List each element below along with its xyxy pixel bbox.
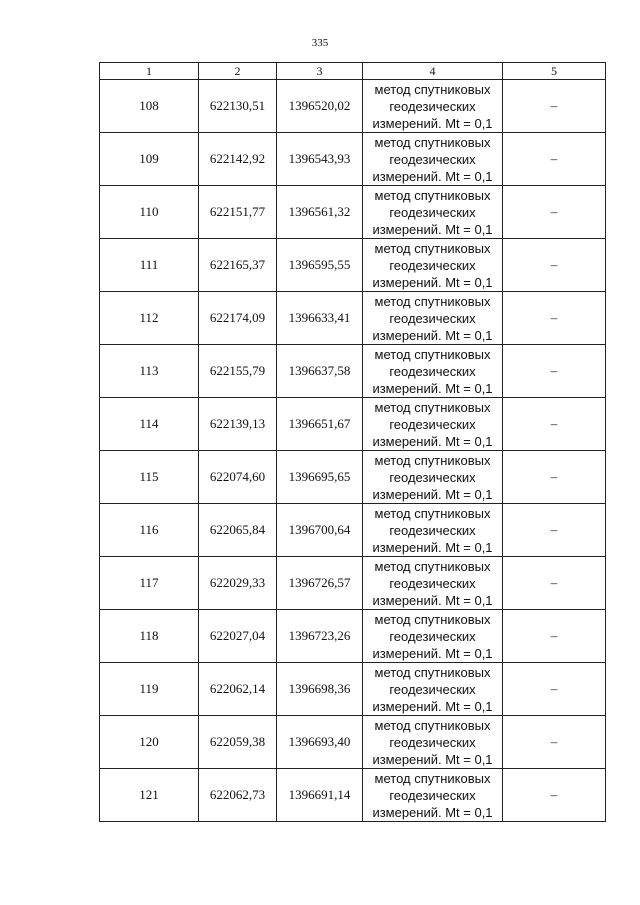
y-coordinate-cell: 1396543,93: [277, 133, 363, 186]
note-cell: –: [503, 239, 606, 292]
method-line: метод спутниковых: [374, 81, 491, 97]
table-row: [100, 80, 606, 133]
y-coordinate-cell: 1396693,40: [277, 716, 363, 769]
method-line: метод спутниковых: [374, 293, 491, 309]
point-number-cell: 117: [100, 557, 199, 610]
table-row: [100, 292, 606, 345]
point-number-cell: 110: [100, 186, 199, 239]
method-line: измерений. Mt = 0,1: [372, 486, 493, 502]
x-coordinate-cell: 622130,51: [199, 80, 277, 133]
point-number-cell: 121: [100, 769, 199, 822]
note-cell: –: [503, 186, 606, 239]
method-line: метод спутниковых: [374, 664, 491, 680]
method-line: измерений. Mt = 0,1: [372, 592, 493, 608]
point-number-cell: 118: [100, 610, 199, 663]
point-number-cell: 113: [100, 345, 199, 398]
y-coordinate-cell: 1396695,65: [277, 451, 363, 504]
method-line: измерений. Mt = 0,1: [372, 168, 493, 184]
table-row: [100, 451, 606, 504]
y-coordinate-cell: 1396726,57: [277, 557, 363, 610]
coordinates-table: [99, 62, 606, 822]
table-row: [100, 133, 606, 186]
x-coordinate-cell: 622174,09: [199, 292, 277, 345]
x-coordinate-cell: 622139,13: [199, 398, 277, 451]
table-header: [100, 63, 606, 80]
header-col-2: 2: [199, 63, 277, 80]
method-line: геодезических: [389, 98, 476, 114]
x-coordinate-cell: 622074,60: [199, 451, 277, 504]
method-line: геодезических: [389, 628, 476, 644]
table-row: [100, 345, 606, 398]
method-line: геодезических: [389, 416, 476, 432]
point-number-cell: 120: [100, 716, 199, 769]
x-coordinate-cell: 622062,73: [199, 769, 277, 822]
method-line: метод спутниковых: [374, 452, 491, 468]
method-cell: [363, 610, 503, 663]
note-cell: –: [503, 398, 606, 451]
method-line: метод спутниковых: [374, 611, 491, 627]
table-row: [100, 769, 606, 822]
note-cell: –: [503, 769, 606, 822]
x-coordinate-cell: 622065,84: [199, 504, 277, 557]
x-coordinate-cell: 622165,37: [199, 239, 277, 292]
header-col-3: 3: [277, 63, 363, 80]
header-col-5: 5: [503, 63, 606, 80]
note-cell: –: [503, 292, 606, 345]
method-cell: [363, 345, 503, 398]
table-row: [100, 504, 606, 557]
table-row: [100, 186, 606, 239]
method-cell: [363, 504, 503, 557]
page-number: 335: [311, 37, 329, 49]
method-line: геодезических: [389, 787, 476, 803]
point-number-cell: 114: [100, 398, 199, 451]
method-line: измерений. Mt = 0,1: [372, 804, 493, 820]
y-coordinate-cell: 1396698,36: [277, 663, 363, 716]
table-row: [100, 610, 606, 663]
method-line: метод спутниковых: [374, 770, 491, 786]
note-cell: –: [503, 504, 606, 557]
method-line: геодезических: [389, 575, 476, 591]
method-line: геодезических: [389, 310, 476, 326]
y-coordinate-cell: 1396595,55: [277, 239, 363, 292]
note-cell: –: [503, 80, 606, 133]
method-line: геодезических: [389, 204, 476, 220]
method-line: метод спутниковых: [374, 187, 491, 203]
method-line: измерений. Mt = 0,1: [372, 433, 493, 449]
table-row: [100, 557, 606, 610]
header-col-1: 1: [100, 63, 199, 80]
method-line: геодезических: [389, 469, 476, 485]
method-line: геодезических: [389, 363, 476, 379]
method-line: измерений. Mt = 0,1: [372, 698, 493, 714]
method-line: измерений. Mt = 0,1: [372, 327, 493, 343]
point-number-cell: 116: [100, 504, 199, 557]
point-number-cell: 109: [100, 133, 199, 186]
method-cell: [363, 398, 503, 451]
point-number-cell: 115: [100, 451, 199, 504]
y-coordinate-cell: 1396520,02: [277, 80, 363, 133]
method-line: метод спутниковых: [374, 558, 491, 574]
point-number-cell: 108: [100, 80, 199, 133]
y-coordinate-cell: 1396691,14: [277, 769, 363, 822]
header-col-4: 4: [363, 63, 503, 80]
method-line: метод спутниковых: [374, 346, 491, 362]
method-line: измерений. Mt = 0,1: [372, 221, 493, 237]
method-line: измерений. Mt = 0,1: [372, 645, 493, 661]
method-cell: [363, 716, 503, 769]
point-number-cell: 119: [100, 663, 199, 716]
x-coordinate-cell: 622142,92: [199, 133, 277, 186]
method-line: геодезических: [389, 257, 476, 273]
method-line: геодезических: [389, 522, 476, 538]
method-cell: [363, 769, 503, 822]
x-coordinate-cell: 622029,33: [199, 557, 277, 610]
note-cell: –: [503, 716, 606, 769]
table-row: [100, 239, 606, 292]
header-row: [100, 63, 606, 80]
note-cell: –: [503, 133, 606, 186]
note-cell: –: [503, 610, 606, 663]
method-line: метод спутниковых: [374, 505, 491, 521]
x-coordinate-cell: 622151,77: [199, 186, 277, 239]
method-line: геодезических: [389, 681, 476, 697]
y-coordinate-cell: 1396633,41: [277, 292, 363, 345]
note-cell: –: [503, 345, 606, 398]
note-cell: –: [503, 557, 606, 610]
table-body: [100, 80, 606, 822]
table-row: [100, 398, 606, 451]
note-cell: –: [503, 451, 606, 504]
method-line: измерений. Mt = 0,1: [372, 115, 493, 131]
method-cell: [363, 239, 503, 292]
point-number-cell: 112: [100, 292, 199, 345]
method-cell: [363, 186, 503, 239]
method-line: метод спутниковых: [374, 134, 491, 150]
y-coordinate-cell: 1396723,26: [277, 610, 363, 663]
point-number-cell: 111: [100, 239, 199, 292]
method-line: геодезических: [389, 151, 476, 167]
method-line: геодезических: [389, 734, 476, 750]
note-cell: –: [503, 663, 606, 716]
method-cell: [363, 292, 503, 345]
method-cell: [363, 80, 503, 133]
method-line: метод спутниковых: [374, 717, 491, 733]
y-coordinate-cell: 1396561,32: [277, 186, 363, 239]
table-row: [100, 716, 606, 769]
method-cell: [363, 557, 503, 610]
method-cell: [363, 663, 503, 716]
method-line: измерений. Mt = 0,1: [372, 539, 493, 555]
method-line: метод спутниковых: [374, 240, 491, 256]
method-line: измерений. Mt = 0,1: [372, 380, 493, 396]
x-coordinate-cell: 622027,04: [199, 610, 277, 663]
y-coordinate-cell: 1396700,64: [277, 504, 363, 557]
method-line: измерений. Mt = 0,1: [372, 274, 493, 290]
y-coordinate-cell: 1396637,58: [277, 345, 363, 398]
method-cell: [363, 133, 503, 186]
method-line: измерений. Mt = 0,1: [372, 751, 493, 767]
y-coordinate-cell: 1396651,67: [277, 398, 363, 451]
x-coordinate-cell: 622062,14: [199, 663, 277, 716]
x-coordinate-cell: 622155,79: [199, 345, 277, 398]
method-line: метод спутниковых: [374, 399, 491, 415]
method-cell: [363, 451, 503, 504]
table-row: [100, 663, 606, 716]
x-coordinate-cell: 622059,38: [199, 716, 277, 769]
